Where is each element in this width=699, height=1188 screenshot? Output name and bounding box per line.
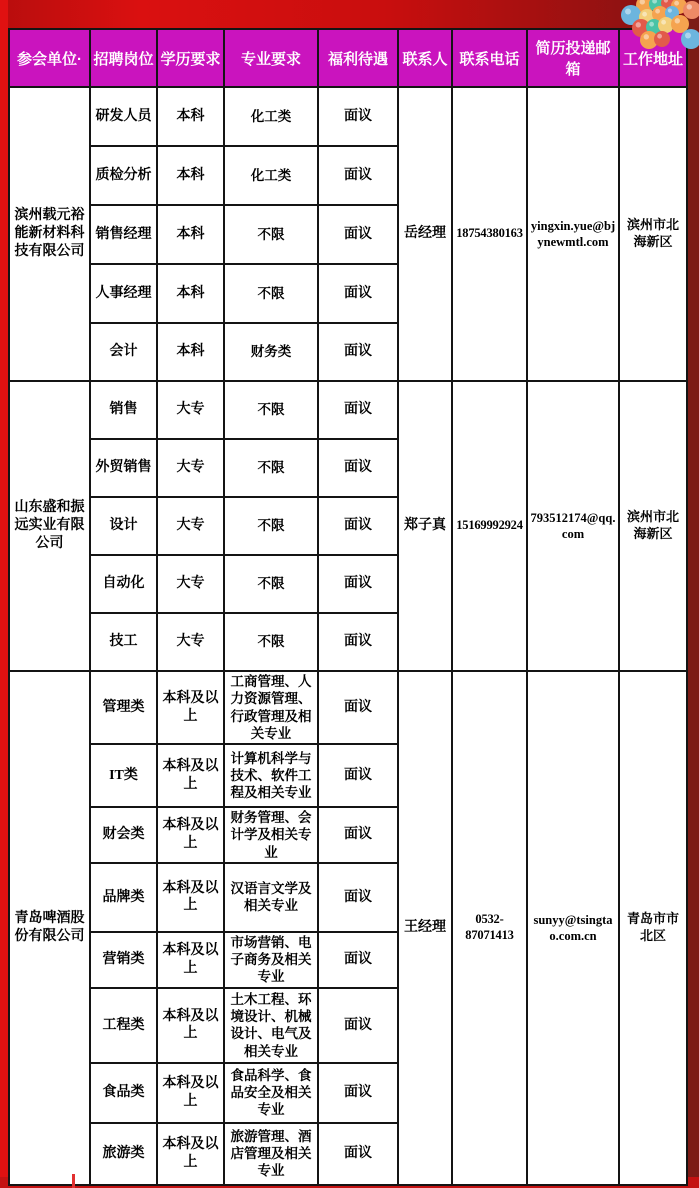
work-address-cell: 青岛市市北区 xyxy=(619,671,687,1185)
benefits-cell: 面议 xyxy=(318,439,398,497)
balloon-shape xyxy=(654,31,670,47)
table-body xyxy=(9,87,687,1185)
major-requirement-cell: 财务管理、会计学及相关专业 xyxy=(224,807,318,863)
education-cell: 本科及以上 xyxy=(157,932,224,988)
major-requirement-cell: 化工类 xyxy=(224,87,318,146)
column-header-7: 简历投递邮箱 xyxy=(527,29,619,87)
education-cell: 本科 xyxy=(157,323,224,381)
major-requirement-cell: 食品科学、食品安全及相关专业 xyxy=(224,1063,318,1123)
top-red-banner xyxy=(0,0,699,28)
education-cell: 本科 xyxy=(157,205,224,264)
position-title-cell: 营销类 xyxy=(90,932,157,988)
benefits-cell: 面议 xyxy=(318,863,398,932)
balloon-highlight xyxy=(675,18,680,23)
position-title-cell: 旅游类 xyxy=(90,1123,157,1185)
position-title-cell: IT类 xyxy=(90,744,157,807)
education-cell: 本科及以上 xyxy=(157,1123,224,1185)
education-cell: 大专 xyxy=(157,555,224,613)
position-title-cell: 会计 xyxy=(90,323,157,381)
position-title-cell: 质检分析 xyxy=(90,146,157,205)
contact-person-cell: 岳经理 xyxy=(398,87,452,381)
position-title-cell: 自动化 xyxy=(90,555,157,613)
benefits-cell: 面议 xyxy=(318,1123,398,1185)
major-requirement-cell: 不限 xyxy=(224,264,318,323)
position-title-cell: 外贸销售 xyxy=(90,439,157,497)
header-row xyxy=(9,29,687,87)
benefits-cell: 面议 xyxy=(318,807,398,863)
column-header-3: 专业要求 xyxy=(224,29,318,87)
contact-person-cell: 郑子真 xyxy=(398,381,452,671)
table-header xyxy=(9,29,687,87)
company-name-cell: 滨州载元裕能新材料科技有限公司 xyxy=(9,87,90,381)
company-name-cell: 山东盛和振远实业有限公司 xyxy=(9,381,90,671)
resume-email-cell: sunyy@tsingtao.com.cn xyxy=(527,671,619,1185)
major-requirement-cell: 不限 xyxy=(224,439,318,497)
balloon-highlight xyxy=(668,8,672,12)
major-requirement-cell: 计算机科学与技术、软件工程及相关专业 xyxy=(224,744,318,807)
balloon-highlight xyxy=(636,22,641,27)
balloon-highlight xyxy=(657,34,662,39)
balloons-icon xyxy=(600,0,699,50)
position-row xyxy=(9,671,687,744)
benefits-cell: 面议 xyxy=(318,497,398,555)
contact-phone-cell: 15169992924 xyxy=(452,381,527,671)
position-title-cell: 销售 xyxy=(90,381,157,439)
education-cell: 大专 xyxy=(157,613,224,671)
benefits-cell: 面议 xyxy=(318,264,398,323)
education-cell: 本科及以上 xyxy=(157,744,224,807)
benefits-cell: 面议 xyxy=(318,671,398,744)
benefits-cell: 面议 xyxy=(318,744,398,807)
major-requirement-cell: 不限 xyxy=(224,205,318,264)
education-cell: 本科及以上 xyxy=(157,807,224,863)
education-cell: 本科及以上 xyxy=(157,988,224,1063)
column-header-1: 招聘岗位 xyxy=(90,29,157,87)
balloon-highlight xyxy=(642,12,647,17)
benefits-cell: 面议 xyxy=(318,555,398,613)
education-cell: 大专 xyxy=(157,381,224,439)
education-cell: 本科及以上 xyxy=(157,671,224,744)
major-requirement-cell: 不限 xyxy=(224,555,318,613)
position-title-cell: 人事经理 xyxy=(90,264,157,323)
benefits-cell: 面议 xyxy=(318,146,398,205)
balloon-highlight xyxy=(661,20,666,25)
balloon-highlight xyxy=(674,1,679,6)
position-title-cell: 财会类 xyxy=(90,807,157,863)
benefits-cell: 面议 xyxy=(318,988,398,1063)
column-header-6: 联系电话 xyxy=(452,29,527,87)
position-title-cell: 技工 xyxy=(90,613,157,671)
work-address-cell: 滨州市北海新区 xyxy=(619,381,687,671)
balloon-highlight xyxy=(649,22,654,27)
column-header-8: 工作地址 xyxy=(619,29,687,87)
benefits-cell: 面议 xyxy=(318,1063,398,1123)
work-address-cell: 滨州市北海新区 xyxy=(619,87,687,381)
column-header-4: 福利待遇 xyxy=(318,29,398,87)
contact-phone-cell: 0532-87071413 xyxy=(452,671,527,1185)
education-cell: 本科及以上 xyxy=(157,1063,224,1123)
education-cell: 本科 xyxy=(157,87,224,146)
column-header-5: 联系人 xyxy=(398,29,452,87)
column-header-0: 参会单位· xyxy=(9,29,90,87)
balloon-highlight xyxy=(625,9,631,15)
benefits-cell: 面议 xyxy=(318,381,398,439)
bottom-tick-mark xyxy=(72,1174,75,1188)
position-title-cell: 研发人员 xyxy=(90,87,157,146)
position-title-cell: 销售经理 xyxy=(90,205,157,264)
contact-person-cell: 王经理 xyxy=(398,671,452,1185)
resume-email-cell: yingxin.yue@bjynewmtl.com xyxy=(527,87,619,381)
position-row xyxy=(9,87,687,146)
education-cell: 本科及以上 xyxy=(157,863,224,932)
contact-phone-cell: 18754380163 xyxy=(452,87,527,381)
company-name-cell: 青岛啤酒股份有限公司 xyxy=(9,671,90,1185)
position-title-cell: 管理类 xyxy=(90,671,157,744)
major-requirement-cell: 旅游管理、酒店管理及相关专业 xyxy=(224,1123,318,1185)
position-row xyxy=(9,381,687,439)
recruitment-table xyxy=(8,28,688,1186)
benefits-cell: 面议 xyxy=(318,613,398,671)
balloon-highlight xyxy=(685,33,691,39)
position-title-cell: 品牌类 xyxy=(90,863,157,932)
education-cell: 本科 xyxy=(157,146,224,205)
major-requirement-cell: 汉语言文学及相关专业 xyxy=(224,863,318,932)
education-cell: 大专 xyxy=(157,439,224,497)
major-requirement-cell: 工商管理、人力资源管理、行政管理及相关专业 xyxy=(224,671,318,744)
education-cell: 本科 xyxy=(157,264,224,323)
major-requirement-cell: 化工类 xyxy=(224,146,318,205)
major-requirement-cell: 市场营销、电子商务及相关专业 xyxy=(224,932,318,988)
major-requirement-cell: 财务类 xyxy=(224,323,318,381)
benefits-cell: 面议 xyxy=(318,205,398,264)
position-title-cell: 食品类 xyxy=(90,1063,157,1123)
left-red-strip xyxy=(0,0,8,1188)
balloon-highlight xyxy=(644,34,649,39)
benefits-cell: 面议 xyxy=(318,323,398,381)
major-requirement-cell: 不限 xyxy=(224,381,318,439)
benefits-cell: 面议 xyxy=(318,87,398,146)
balloon-highlight xyxy=(655,9,660,14)
balloon-highlight xyxy=(687,4,692,9)
position-title-cell: 工程类 xyxy=(90,988,157,1063)
major-requirement-cell: 不限 xyxy=(224,613,318,671)
position-title-cell: 设计 xyxy=(90,497,157,555)
benefits-cell: 面议 xyxy=(318,932,398,988)
major-requirement-cell: 土木工程、环境设计、机械设计、电气及相关专业 xyxy=(224,988,318,1063)
major-requirement-cell: 不限 xyxy=(224,497,318,555)
column-header-2: 学历要求 xyxy=(157,29,224,87)
education-cell: 大专 xyxy=(157,497,224,555)
resume-email-cell: 793512174@qq.com xyxy=(527,381,619,671)
